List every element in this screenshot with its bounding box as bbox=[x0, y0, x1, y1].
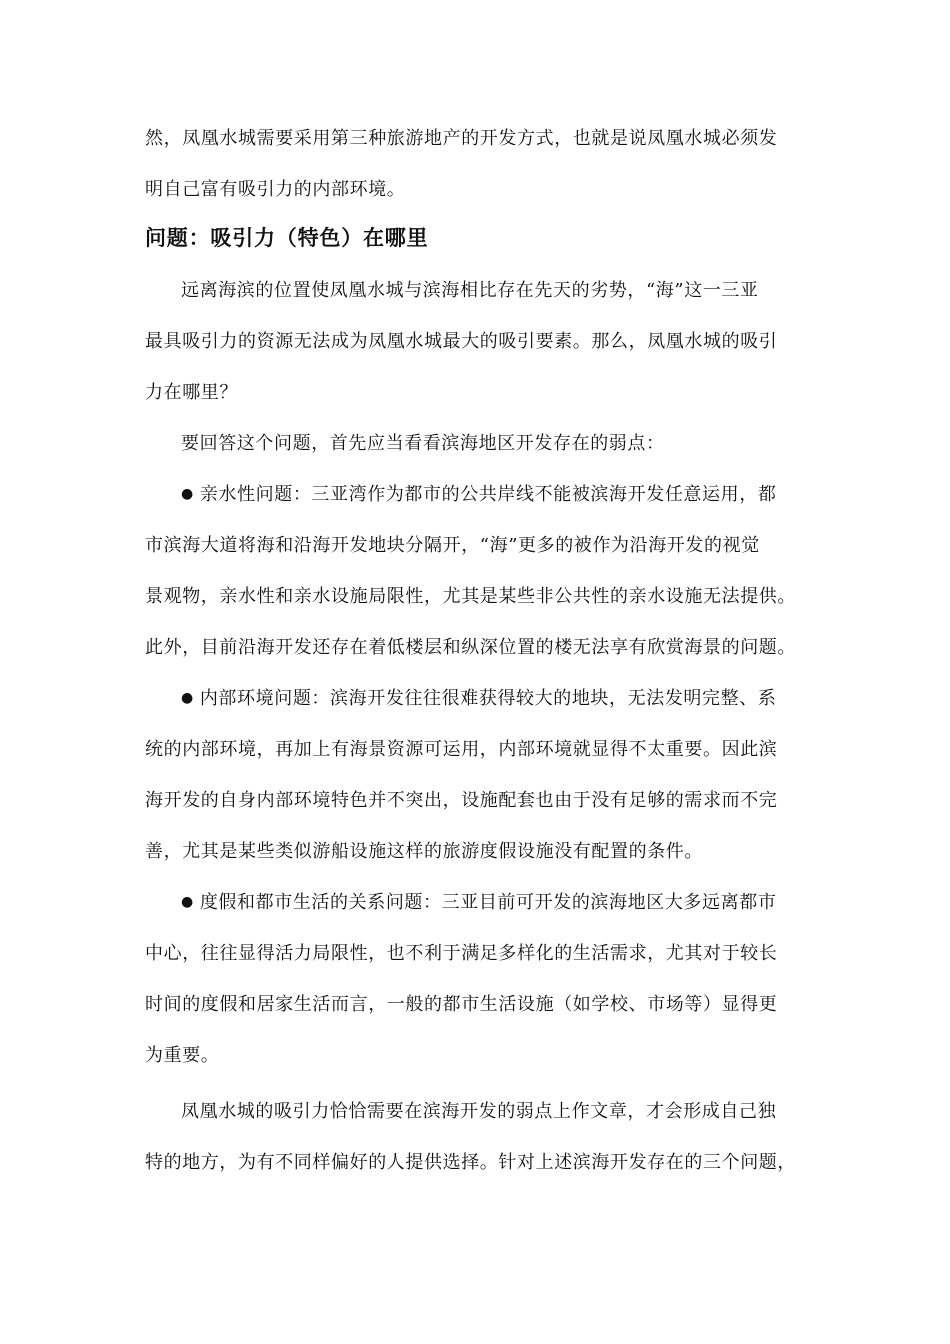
bullet-icon: ● bbox=[181, 690, 194, 706]
bullet-icon: ● bbox=[181, 486, 194, 502]
text-line: 然，凤凰水城需要采用第三种旅游地产的开发方式，也就是说凤凰水城必须发 bbox=[145, 128, 778, 149]
text-line: 景观物，亲水性和亲水设施局限性，尤其是某些非公共性的亲水设施无法提供。 bbox=[145, 586, 796, 607]
text-line: 明自己富有吸引力的内部环境。 bbox=[145, 179, 406, 200]
text-line: 最具吸引力的资源无法成为凤凰水城最大的吸引要素。那么，凤凰水城的吸引 bbox=[145, 331, 778, 352]
text-line: 特的地方，为有不同样偏好的人提供选择。针对上述滨海开发存在的三个问题， bbox=[145, 1152, 796, 1173]
text-line: 力在哪里？ bbox=[145, 382, 238, 403]
bullet-icon: ● bbox=[181, 894, 194, 910]
text-line: 为重要。 bbox=[145, 1045, 220, 1066]
text-line: 时间的度假和居家生活而言，一般的都市生活设施（如学校、市场等）显得更 bbox=[145, 994, 778, 1015]
bullet-line bbox=[181, 483, 825, 508]
section-heading: 问题：吸引力（特色）在哪里 bbox=[145, 226, 429, 250]
text-line: 远离海滨的位置使凤凰水城与滨海相比存在先天的劣势，“海”这一三亚 bbox=[181, 280, 759, 301]
text-line: 海开发的自身内部环境特色并不突出，设施配套也由于没有足够的需求而不完 bbox=[145, 790, 778, 811]
text-line: 凤凰水城的吸引力恰恰需要在滨海开发的弱点上作文章，才会形成自己独 bbox=[181, 1101, 777, 1122]
bullet-text: 亲水性问题：三亚湾作为都市的公共岸线不能被滨海开发任意运用，都 bbox=[199, 484, 777, 505]
text-line: 要回答这个问题，首先应当看看滨海地区开发存在的弱点： bbox=[181, 433, 665, 454]
bullet-line bbox=[181, 891, 825, 916]
bullet-text: 度假和都市生活的关系问题：三亚目前可开发的滨海地区大多远离都市 bbox=[199, 892, 777, 913]
bullet-line bbox=[181, 687, 825, 712]
text-line: 中心，往往显得活力局限性，也不利于满足多样化的生活需求，尤其对于较长 bbox=[145, 943, 778, 964]
text-line: 此外，目前沿海开发还存在着低楼层和纵深位置的楼无法享有欣赏海景的问题。 bbox=[145, 637, 796, 658]
text-line: 善，尤其是某些类似游船设施这样的旅游度假设施没有配置的条件。 bbox=[145, 841, 703, 862]
text-line: 市滨海大道将海和沿海开发地块分隔开，“海”更多的被作为沿海开发的视觉 bbox=[145, 535, 760, 556]
text-line: 统的内部环境，再加上有海景资源可运用，内部环境就显得不太重要。因此滨 bbox=[145, 739, 778, 760]
bullet-text: 内部环境问题：滨海开发往往很难获得较大的地块，无法发明完整、系 bbox=[199, 688, 777, 709]
